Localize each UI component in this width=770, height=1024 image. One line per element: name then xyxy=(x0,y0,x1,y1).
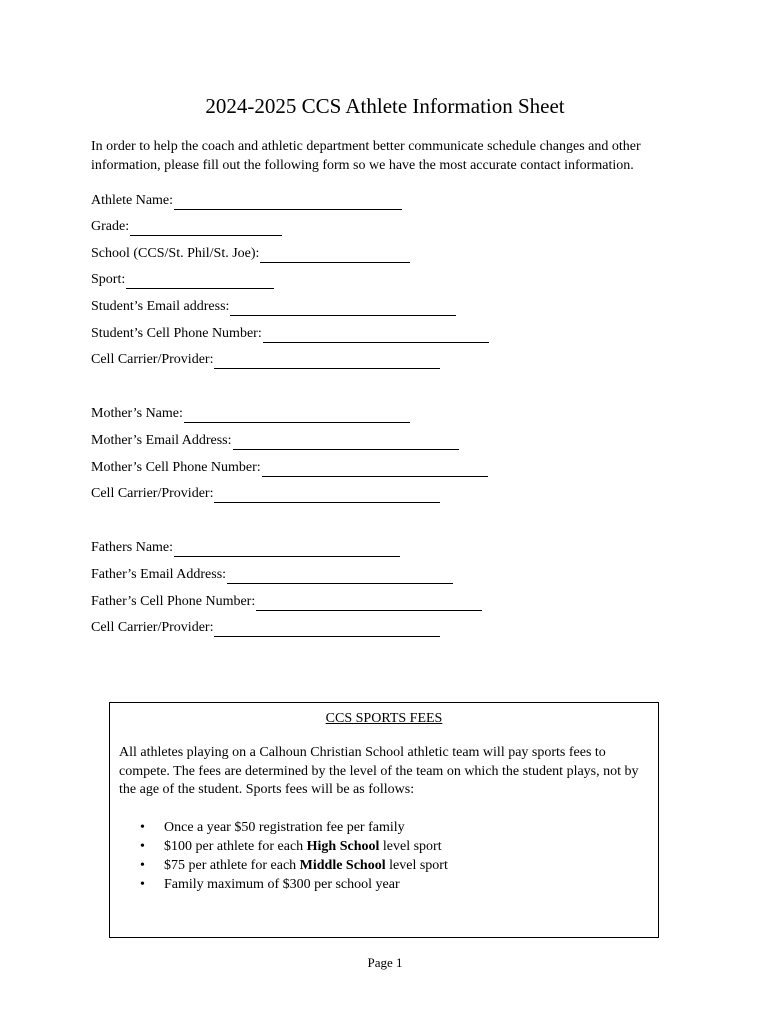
sports-fees-box xyxy=(109,702,659,938)
field-label: Cell Carrier/Provider: xyxy=(91,352,214,367)
list-item: • Once a year $50 registration fee per family xyxy=(140,820,405,835)
school-field[interactable] xyxy=(91,245,410,263)
fill-line[interactable] xyxy=(262,462,488,477)
mother-phone-field[interactable] xyxy=(91,459,488,477)
list-item: • Family maximum of $300 per school year xyxy=(140,877,400,892)
fill-line[interactable] xyxy=(263,328,489,343)
fees-title: CCS SPORTS FEES xyxy=(325,711,443,726)
student-phone-field[interactable] xyxy=(91,325,489,343)
field-label: Athlete Name: xyxy=(91,193,174,208)
bullet-icon: • xyxy=(140,858,145,873)
father-name-field[interactable] xyxy=(91,539,400,557)
field-label: Mother’s Email Address: xyxy=(91,433,232,448)
page-number: Page 1 xyxy=(367,955,403,970)
sport-field[interactable] xyxy=(91,271,274,289)
page-title: 2024-2025 CCS Athlete Information Sheet xyxy=(205,94,565,118)
athlete-name-field[interactable] xyxy=(91,192,402,210)
field-label: Cell Carrier/Provider: xyxy=(91,486,214,501)
fill-line[interactable] xyxy=(214,488,440,503)
student-carrier-field[interactable] xyxy=(91,351,440,369)
mother-carrier-field[interactable] xyxy=(91,485,440,503)
fill-line[interactable] xyxy=(126,274,274,289)
father-phone-field[interactable] xyxy=(91,593,482,611)
fill-line[interactable] xyxy=(227,569,453,584)
field-label: Mother’s Name: xyxy=(91,406,183,421)
field-label: Student’s Email address: xyxy=(91,299,230,314)
mother-email-field[interactable] xyxy=(91,432,459,450)
grade-field[interactable] xyxy=(91,218,282,236)
intro-paragraph: In order to help the coach and athletic department better communicate schedule changes and other information, please fill out the following form so we have the most accurate contact information. xyxy=(91,139,641,173)
fill-line[interactable] xyxy=(174,542,400,557)
mother-name-field[interactable] xyxy=(91,405,410,423)
field-label: Father’s Email Address: xyxy=(91,567,227,582)
fill-line[interactable] xyxy=(174,195,402,210)
field-label: Cell Carrier/Provider: xyxy=(91,620,214,635)
field-label: Father’s Cell Phone Number: xyxy=(91,594,256,609)
field-label: Fathers Name: xyxy=(91,540,174,555)
field-label: Grade: xyxy=(91,219,130,234)
fees-description: All athletes playing on a Calhoun Christian School athletic team will pay sports fees to compete. The fees are determined by the level of the team on which the student plays, not by the age of the student. Sports fees will be as follows: xyxy=(119,745,639,797)
fees-list xyxy=(135,818,448,894)
bullet-icon: • xyxy=(140,820,145,835)
fill-line[interactable] xyxy=(260,248,410,263)
list-item: • $100 per athlete for each High School level sport xyxy=(140,839,442,854)
fill-line[interactable] xyxy=(256,596,482,611)
fill-line[interactable] xyxy=(233,435,459,450)
fill-line[interactable] xyxy=(130,221,282,236)
father-carrier-field[interactable] xyxy=(91,619,440,637)
field-label: School (CCS/St. Phil/St. Joe): xyxy=(91,246,260,261)
student-email-field[interactable] xyxy=(91,298,456,316)
fill-line[interactable] xyxy=(214,622,440,637)
field-label: Mother’s Cell Phone Number: xyxy=(91,460,261,475)
field-label: Student’s Cell Phone Number: xyxy=(91,326,262,341)
bullet-icon: • xyxy=(140,839,145,854)
field-label: Sport: xyxy=(91,272,126,287)
bullet-icon: • xyxy=(140,877,145,892)
list-item: • $75 per athlete for each Middle School level sport xyxy=(140,858,448,873)
fill-line[interactable] xyxy=(214,354,440,369)
fill-line[interactable] xyxy=(230,301,456,316)
father-email-field[interactable] xyxy=(91,566,453,584)
fill-line[interactable] xyxy=(184,408,410,423)
